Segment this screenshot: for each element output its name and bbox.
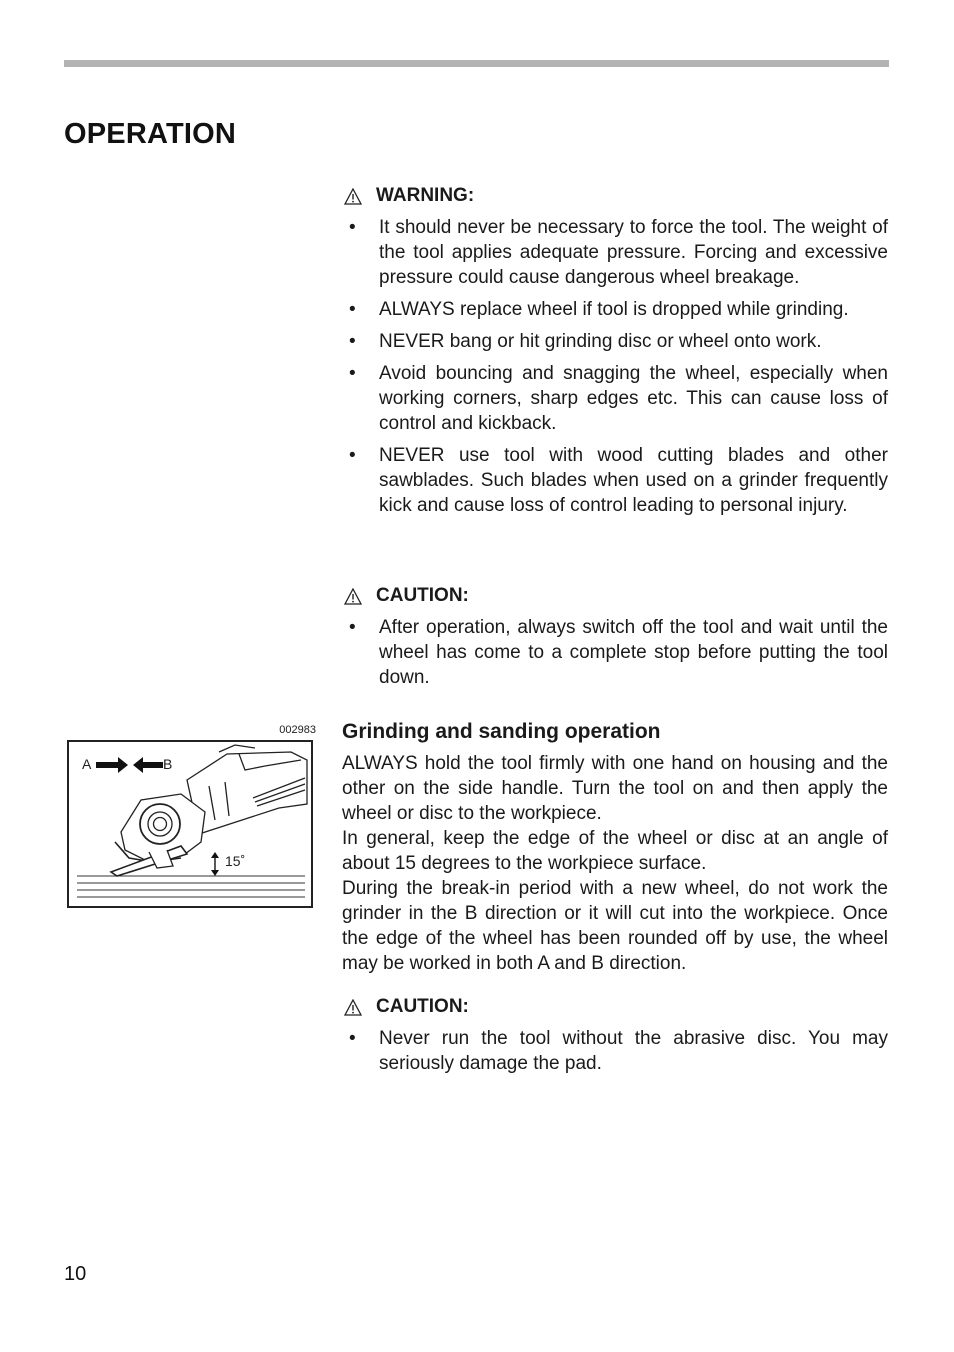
list-item-text: NEVER bang or hit grinding disc or wheel onto work. bbox=[379, 331, 822, 352]
list-item bbox=[342, 361, 888, 436]
caution-list bbox=[342, 1026, 888, 1076]
direction-label-a: A bbox=[82, 756, 92, 772]
list-item bbox=[342, 615, 888, 690]
top-rule bbox=[64, 60, 889, 67]
warning-heading bbox=[342, 184, 888, 208]
caution-heading-text: CAUTION: bbox=[376, 996, 469, 1017]
page-number: 10 bbox=[64, 1263, 87, 1285]
direction-label-b: B bbox=[163, 756, 173, 772]
list-item bbox=[342, 297, 888, 322]
bullet: • bbox=[349, 445, 356, 466]
paragraph: In general, keep the edge of the wheel or disc at an angle of about 15 degrees to the workpiece surface. bbox=[342, 828, 888, 874]
figure-code: 002983 bbox=[279, 724, 316, 736]
list-item-text: ALWAYS replace wheel if tool is dropped while grinding. bbox=[379, 299, 849, 320]
grinding-angle-figure bbox=[67, 740, 313, 908]
section-title: OPERATION bbox=[64, 118, 237, 150]
arrow-a-icon bbox=[96, 757, 128, 773]
list-item-text: NEVER use tool with wood cutting blades and other sawblades. Such blades when used on a grinder frequently kick and cause loss of control leading to personal injury. bbox=[379, 445, 888, 516]
bullet: • bbox=[349, 217, 356, 238]
arrow-b-icon bbox=[133, 757, 163, 773]
list-item bbox=[342, 1026, 888, 1076]
caution-heading bbox=[342, 584, 888, 608]
grinder-illustration bbox=[69, 742, 311, 906]
warning-triangle-icon bbox=[344, 999, 362, 1016]
paragraph: ALWAYS hold the tool firmly with one hand on housing and the other on the side handle. Turn the tool on and then apply the wheel or disc to the workpiece. bbox=[342, 753, 888, 824]
list-item bbox=[342, 443, 888, 518]
list-item bbox=[342, 329, 888, 354]
grinding-section bbox=[342, 719, 888, 976]
warning-heading-text: WARNING: bbox=[376, 185, 475, 206]
warning-block bbox=[342, 184, 888, 518]
subsection-title: Grinding and sanding operation bbox=[342, 720, 661, 743]
list-item-text: After operation, always switch off the tool and wait until the wheel has come to a complete stop before putting the tool down. bbox=[379, 617, 888, 688]
caution-list bbox=[342, 615, 888, 690]
warning-triangle-icon bbox=[344, 188, 362, 205]
list-item-text: Avoid bouncing and snagging the wheel, especially when working corners, sharp edges etc. This can cause loss of control and kickback. bbox=[379, 363, 888, 434]
paragraph: During the break-in period with a new wheel, do not work the grinder in the B direction or it will cut into the workpiece. Once the edge of the wheel has been rounded off by use, the wheel may be worked in both A and B direction. bbox=[342, 878, 888, 974]
bullet: • bbox=[349, 1028, 356, 1049]
caution-heading-text: CAUTION: bbox=[376, 585, 469, 606]
caution-block-1 bbox=[342, 584, 888, 690]
list-item-text: It should never be necessary to force the tool. The weight of the tool applies adequate pressure. Forcing and excessive pressure could cause dangerous wheel breakage. bbox=[379, 217, 888, 288]
angle-label: 15˚ bbox=[225, 853, 246, 869]
list-item bbox=[342, 215, 888, 290]
bullet: • bbox=[349, 617, 356, 638]
bullet: • bbox=[349, 299, 356, 320]
warning-list bbox=[342, 215, 888, 518]
caution-block-2 bbox=[342, 995, 888, 1076]
list-item-text: Never run the tool without the abrasive disc. You may seriously damage the pad. bbox=[379, 1028, 888, 1074]
warning-triangle-icon bbox=[344, 588, 362, 605]
bullet: • bbox=[349, 363, 356, 384]
caution-heading bbox=[342, 995, 888, 1019]
bullet: • bbox=[349, 331, 356, 352]
angle-indicator-icon bbox=[211, 852, 219, 876]
